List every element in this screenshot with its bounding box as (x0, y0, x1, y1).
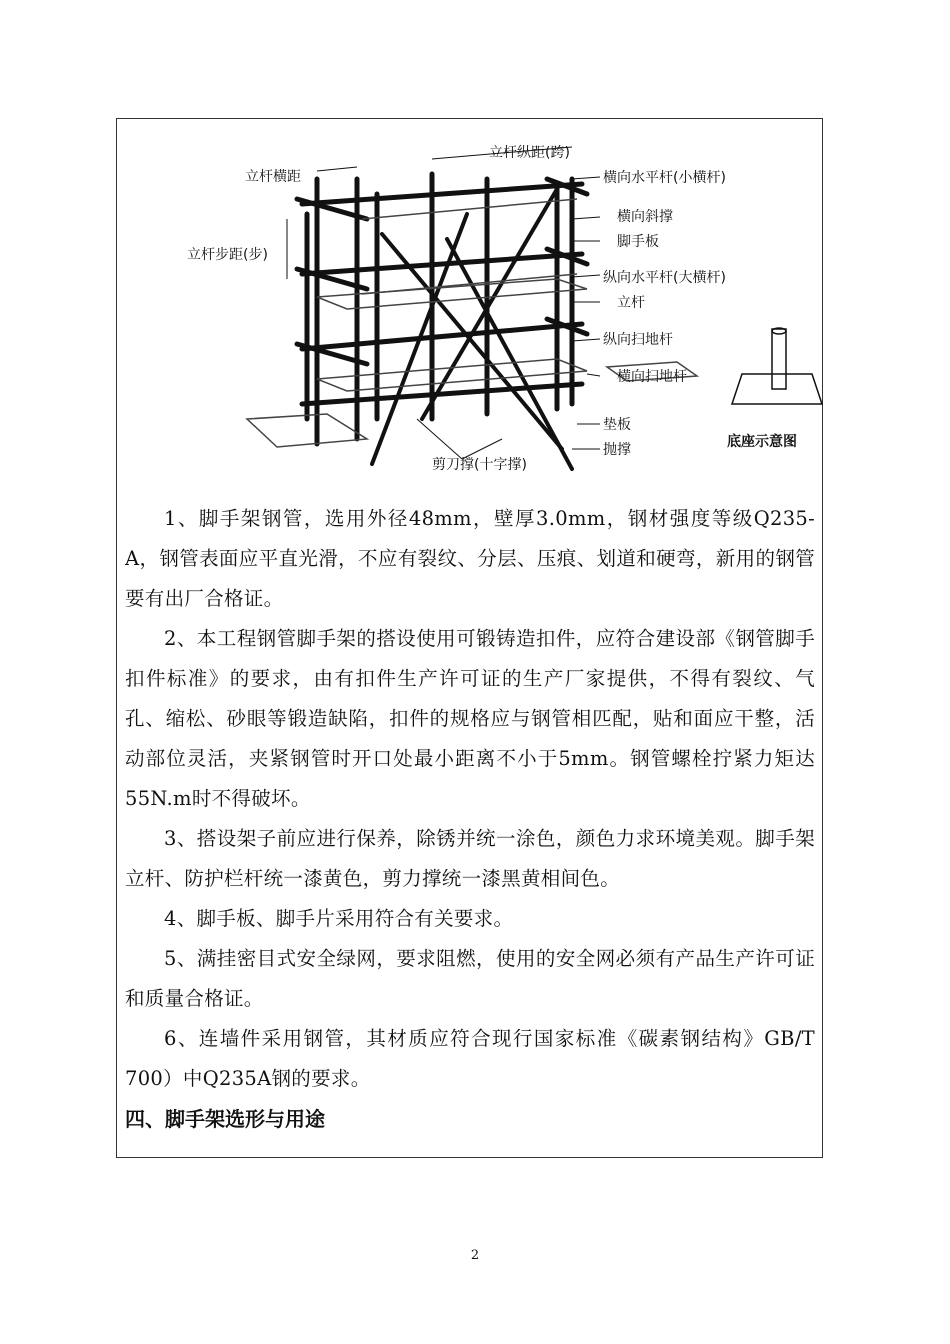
longitudinal-bar (302, 324, 582, 349)
paragraph-1: 1、脚手架钢管，选用外径48mm，壁厚3.0mm，钢材强度等级Q235-A，钢管表面应平直光滑，不应有裂纹、分层、压痕、划道和硬弯，新用的钢管要有出厂合格证。 (125, 507, 815, 610)
section-heading: 四、脚手架选形与用途 (125, 1107, 325, 1131)
longitudinal-bar (302, 254, 582, 274)
label-vertical-pole: 立杆 (617, 295, 645, 311)
label-pole-longitudinal-spacing: 立杆纵距(跨) (489, 145, 570, 161)
label-base-detail: 底座示意图 (727, 434, 797, 450)
requirements-text (125, 499, 815, 1139)
longitudinal-bar (302, 184, 582, 204)
paragraph-5: 5、满挂密目式安全绿网，要求阻燃，使用的安全网必须有产品生产许可证和质量合格证。 (125, 947, 815, 1010)
paragraph-4: 4、脚手板、脚手片采用符合有关要求。 (164, 907, 514, 930)
label-pole-transverse-spacing: 立杆横距 (245, 169, 301, 185)
label-transverse-sweep-bar: 横向扫地杆 (617, 369, 687, 385)
label-scissor-brace: 剪刀撑(十字撑) (432, 457, 527, 473)
label-base-plate: 垫板 (603, 417, 631, 433)
label-longitudinal-sweep-bar: 纵向扫地杆 (603, 332, 673, 348)
page-number: 2 (470, 1248, 480, 1263)
content-table (116, 118, 823, 1158)
label-pole-step: 立杆步距(步) (187, 247, 268, 263)
paragraph-2: 2、本工程钢管脚手架的搭设使用可锻铸造扣件，应符合建设部《钢管脚手扣件标准》的要求，由有扣件生产许可证的生产厂家提供，不得有裂纹、气孔、缩松、砂眼等锻造缺陷，扣件的规格应与钢管相匹配，贴和面应干整，活动部位灵活，夹紧钢管时开口处最小距离不小于5mm。钢管螺栓拧紧力矩达55N.m时不得破坏。 (125, 627, 815, 810)
label-longitudinal-horizontal-bar: 纵向水平杆(大横杆) (603, 270, 726, 286)
paragraph-3: 3、搭设架子前应进行保养，除锈并统一涂色，颜色力求环境美观。脚手架立杆、防护栏杆统一漆黄色，剪力撑统一漆黑黄相间色。 (125, 827, 815, 890)
scaffold-diagram (117, 119, 824, 497)
base-detail-figure (732, 328, 822, 404)
label-scaffold-board: 脚手板 (617, 234, 659, 250)
label-transverse-horizontal-bar: 横向水平杆(小横杆) (603, 170, 726, 186)
paragraph-6: 6、连墙件采用钢管，其材质应符合现行国家标准《碳素钢结构》GB/T 700）中Q235A钢的要求。 (125, 1027, 815, 1090)
label-throw-brace: 抛撑 (603, 442, 631, 458)
label-transverse-diagonal-brace: 横向斜撑 (617, 209, 673, 225)
